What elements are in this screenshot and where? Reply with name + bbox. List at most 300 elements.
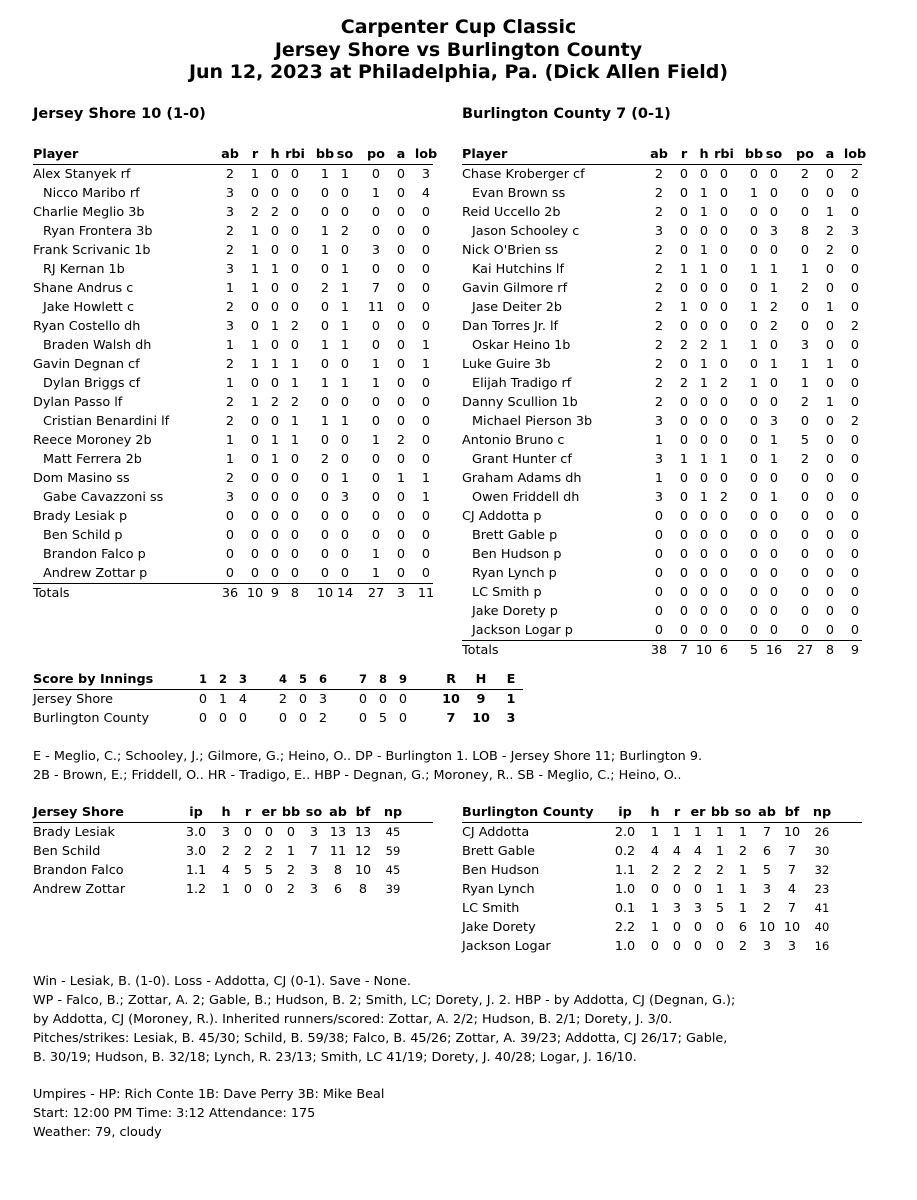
- stat-cell: 5: [800, 433, 810, 448]
- away-pitching-table: [462, 803, 862, 956]
- stat-cell: 0: [421, 243, 431, 258]
- stat-cell: 0: [290, 471, 300, 486]
- stat-cell: 0: [749, 167, 759, 182]
- stat-cell: 2: [286, 863, 296, 878]
- stat-cell: 0: [749, 490, 759, 505]
- player-row: [462, 355, 862, 374]
- stat-cell: 0: [654, 547, 664, 562]
- stat-cell: 0: [699, 414, 709, 429]
- stat-cell: 4: [787, 882, 797, 897]
- stat-cell: 0: [850, 186, 860, 201]
- stat-cell: 0: [719, 414, 729, 429]
- player-name: Reece Moroney 2b: [33, 433, 152, 448]
- linescore-table: [33, 670, 523, 728]
- stat-cell: 0: [250, 490, 260, 505]
- stat-cell: 59: [385, 844, 401, 858]
- stat-cell: 0: [396, 509, 406, 524]
- stat-cell: 32: [814, 863, 830, 877]
- stat-cell: 2: [654, 395, 664, 410]
- stat-cell: 2: [679, 376, 689, 391]
- stat-cell: 8: [800, 224, 810, 239]
- stat-cell: 2: [286, 882, 296, 897]
- player-name: Nicco Maribo rf: [43, 186, 140, 201]
- stat-cell: 0: [719, 224, 729, 239]
- stat-cell: 0: [769, 623, 779, 638]
- stat-cell: 1: [371, 566, 381, 581]
- stat-cell: 0: [699, 623, 709, 638]
- stat-cell: 1: [800, 357, 810, 372]
- stat-cell: 1: [371, 376, 381, 391]
- totals-cell: 36: [221, 586, 239, 601]
- stat-cell: 1: [699, 262, 709, 277]
- stat-cell: 8: [358, 882, 368, 897]
- stat-cell: 3: [225, 262, 235, 277]
- stat-cell: 0: [749, 452, 759, 467]
- stat-cell: 0: [654, 509, 664, 524]
- stat-cell: 7: [371, 281, 381, 296]
- stat-cell: 1: [825, 205, 835, 220]
- stat-cell: 0: [250, 376, 260, 391]
- stat-cell: 1: [290, 433, 300, 448]
- stat-cell: 0: [769, 528, 779, 543]
- stat-cell: 0: [320, 471, 330, 486]
- stat-cell: 0: [825, 281, 835, 296]
- stat-cell: 0: [320, 357, 330, 372]
- stat-cell: 0: [250, 452, 260, 467]
- col-header-h: h: [221, 805, 231, 820]
- stat-cell: 2: [225, 300, 235, 315]
- inning-score: 0: [358, 711, 368, 726]
- stat-cell: 0: [421, 262, 431, 277]
- stat-cell: 0: [699, 547, 709, 562]
- stat-cell: 0: [396, 547, 406, 562]
- stat-cell: 3.0: [185, 844, 207, 859]
- rhe-value: 3: [506, 711, 516, 726]
- stat-cell: 0: [270, 338, 280, 353]
- stat-cell: 0: [421, 395, 431, 410]
- rhe-header: H: [475, 672, 487, 687]
- note-line: Pitches/strikes: Lesiak, B. 45/30; Schild, B. 59/38; Falco, B. 45/26; Zottar, A. 39/23; Addotta, CJ 26/17; Gable,: [33, 1031, 728, 1046]
- stat-cell: 0: [672, 920, 682, 935]
- stat-cell: 0: [850, 357, 860, 372]
- stat-cell: 0: [749, 528, 759, 543]
- player-name: Elijah Tradigo rf: [472, 376, 572, 391]
- stat-cell: 0: [650, 882, 660, 897]
- stat-cell: 2: [654, 243, 664, 258]
- stat-cell: 0: [340, 547, 350, 562]
- stat-cell: 0: [371, 167, 381, 182]
- stat-cell: 0: [290, 224, 300, 239]
- stat-cell: 0: [270, 490, 280, 505]
- col-header-player: Player: [462, 147, 508, 162]
- stat-cell: 2: [719, 376, 729, 391]
- stat-cell: 1: [715, 882, 725, 897]
- stat-cell: 0: [719, 547, 729, 562]
- stat-cell: 1: [340, 300, 350, 315]
- stat-cell: 3: [225, 186, 235, 201]
- title-date-venue: Jun 12, 2023 at Philadelphia, Pa. (Dick Allen Field): [188, 61, 729, 83]
- stat-cell: 0: [679, 186, 689, 201]
- stat-cell: 0: [371, 490, 381, 505]
- stat-cell: 3.0: [185, 825, 207, 840]
- col-header-h: h: [270, 147, 280, 162]
- stat-cell: 10: [758, 920, 776, 935]
- stat-cell: 0: [825, 319, 835, 334]
- stat-cell: 2: [225, 224, 235, 239]
- stat-cell: 0: [290, 262, 300, 277]
- stat-cell: 3: [221, 825, 231, 840]
- stat-cell: 1: [715, 825, 725, 840]
- player-row: [462, 621, 862, 641]
- player-name: Chase Kroberger cf: [462, 167, 585, 182]
- stat-cell: 0: [800, 623, 810, 638]
- stat-cell: 1.1: [614, 863, 636, 878]
- stat-cell: 0: [719, 395, 729, 410]
- stat-cell: 0: [719, 281, 729, 296]
- col-header-ip: ip: [618, 805, 632, 820]
- stat-cell: 5: [715, 901, 725, 916]
- stat-cell: 0: [371, 509, 381, 524]
- col-header-bb: bb: [281, 805, 301, 820]
- stat-cell: 2: [654, 186, 664, 201]
- stat-cell: 3: [421, 167, 431, 182]
- stat-cell: 2: [769, 319, 779, 334]
- stat-cell: 0: [654, 566, 664, 581]
- stat-cell: 0: [679, 319, 689, 334]
- stat-cell: 0: [749, 395, 759, 410]
- player-row: [33, 317, 433, 336]
- stat-cell: 3: [309, 825, 319, 840]
- stat-cell: 0: [769, 547, 779, 562]
- stat-cell: 0: [243, 882, 253, 897]
- rhe-value: 1: [506, 692, 516, 707]
- stat-cell: 1: [699, 376, 709, 391]
- player-name: Charlie Meglio 3b: [33, 205, 145, 220]
- stat-cell: 0: [250, 471, 260, 486]
- stat-cell: 3: [850, 224, 860, 239]
- stat-cell: 0: [800, 414, 810, 429]
- pitcher-row: [462, 842, 862, 861]
- stat-cell: 1: [650, 920, 660, 935]
- stat-cell: 0: [679, 490, 689, 505]
- stat-cell: 2: [825, 224, 835, 239]
- stat-cell: 0: [769, 585, 779, 600]
- stat-cell: 0: [421, 528, 431, 543]
- stat-cell: 1: [270, 262, 280, 277]
- stat-cell: 0: [290, 490, 300, 505]
- stat-cell: 3: [371, 243, 381, 258]
- player-name: LC Smith p: [472, 585, 542, 600]
- inning-score: 0: [398, 711, 408, 726]
- stat-cell: 0: [679, 357, 689, 372]
- stat-cell: 1: [749, 376, 759, 391]
- col-header-rbi: rbi: [285, 147, 305, 162]
- inning-header: 2: [218, 672, 227, 686]
- col-header-ab: ab: [221, 147, 239, 162]
- stat-cell: 0: [654, 528, 664, 543]
- stat-cell: 2: [769, 300, 779, 315]
- stat-cell: 0: [850, 604, 860, 619]
- stat-cell: 0: [654, 585, 664, 600]
- title-event: Carpenter Cup Classic: [340, 16, 577, 38]
- stat-cell: 0: [850, 243, 860, 258]
- stat-cell: 0: [749, 604, 759, 619]
- stat-cell: 0: [825, 414, 835, 429]
- stat-cell: 3: [769, 224, 779, 239]
- stat-cell: 0: [396, 414, 406, 429]
- stat-cell: 0: [800, 319, 810, 334]
- stat-cell: 0: [679, 414, 689, 429]
- player-name: Grant Hunter cf: [472, 452, 572, 467]
- inning-score: 0: [238, 711, 248, 726]
- stat-cell: 0: [371, 338, 381, 353]
- stat-cell: 39: [385, 882, 401, 896]
- stat-cell: 1: [769, 433, 779, 448]
- inning-header: 7: [358, 672, 367, 686]
- player-row: [462, 165, 862, 184]
- totals-label: Totals: [462, 643, 499, 658]
- stat-cell: 0: [270, 566, 280, 581]
- stat-cell: 0: [800, 300, 810, 315]
- stat-cell: 6: [762, 844, 772, 859]
- stat-cell: 0: [396, 452, 406, 467]
- stat-cell: 1: [800, 376, 810, 391]
- stat-cell: 5: [762, 863, 772, 878]
- totals-cell: 8: [825, 643, 835, 658]
- stat-cell: 0: [320, 205, 330, 220]
- stat-cell: 0: [699, 471, 709, 486]
- stat-cell: 45: [385, 825, 401, 839]
- stat-cell: 0: [250, 319, 260, 334]
- stat-cell: 1: [650, 901, 660, 916]
- stat-cell: 0: [715, 920, 725, 935]
- player-name: Brady Lesiak p: [33, 509, 128, 524]
- stat-cell: 3: [340, 490, 350, 505]
- col-header-r: r: [251, 147, 259, 162]
- stat-cell: 2: [396, 433, 406, 448]
- stat-cell: 2: [800, 395, 810, 410]
- stat-cell: 0: [250, 414, 260, 429]
- batting-header-row: [33, 145, 438, 165]
- stat-cell: 0.1: [614, 901, 636, 916]
- stat-cell: 2: [225, 357, 235, 372]
- player-name: Jackson Logar p: [472, 623, 573, 638]
- stat-cell: 5: [264, 863, 274, 878]
- stat-cell: 0: [679, 433, 689, 448]
- player-name: Ben Hudson p: [472, 547, 562, 562]
- inning-header: 5: [298, 672, 307, 686]
- stat-cell: 2: [800, 281, 810, 296]
- stat-cell: 2: [654, 167, 664, 182]
- stat-cell: 0: [250, 433, 260, 448]
- stat-cell: 0: [320, 262, 330, 277]
- linescore-team-row: [33, 709, 523, 728]
- stat-cell: 0: [850, 585, 860, 600]
- stat-cell: 2: [850, 414, 860, 429]
- player-name: Frank Scrivanic 1b: [33, 243, 151, 258]
- inning-score: 4: [238, 692, 248, 707]
- player-name: Andrew Zottar p: [43, 566, 148, 581]
- stat-cell: 0: [421, 414, 431, 429]
- inning-header: 6: [318, 672, 327, 686]
- pitching-header-row: [33, 803, 433, 823]
- stat-cell: 0: [679, 243, 689, 258]
- player-name: Dylan Briggs cf: [43, 376, 141, 391]
- player-row: [33, 507, 433, 526]
- stat-cell: 0: [320, 186, 330, 201]
- player-name: Jase Deiter 2b: [472, 300, 562, 315]
- player-row: [462, 317, 862, 336]
- stat-cell: 0: [850, 490, 860, 505]
- stat-cell: 1: [320, 243, 330, 258]
- stat-cell: 1: [421, 490, 431, 505]
- stat-cell: 2: [340, 224, 350, 239]
- col-header-so: so: [765, 147, 783, 162]
- stat-cell: 0: [421, 319, 431, 334]
- player-row: [462, 564, 862, 583]
- stat-cell: 1: [421, 471, 431, 486]
- stat-cell: 3: [654, 224, 664, 239]
- stat-cell: 0: [699, 319, 709, 334]
- stat-cell: 0: [719, 205, 729, 220]
- pitching-team-name: Jersey Shore: [33, 805, 124, 820]
- player-row: [33, 450, 433, 469]
- col-header-po: po: [367, 147, 385, 162]
- stat-cell: 0: [825, 547, 835, 562]
- stat-cell: 10: [783, 920, 801, 935]
- stat-cell: 0: [769, 471, 779, 486]
- player-name: Dan Torres Jr. lf: [462, 319, 559, 334]
- pitching-team-name: Burlington County: [462, 805, 594, 820]
- stat-cell: 0: [270, 414, 280, 429]
- stat-cell: 0: [749, 509, 759, 524]
- stat-cell: 3: [654, 452, 664, 467]
- stat-cell: 0: [396, 338, 406, 353]
- stat-cell: 1: [270, 452, 280, 467]
- inning-score: 0: [298, 711, 308, 726]
- stat-cell: 0: [250, 528, 260, 543]
- stat-cell: 0: [699, 224, 709, 239]
- stat-cell: 0: [800, 186, 810, 201]
- player-name: Gavin Degnan cf: [33, 357, 140, 372]
- start-time-attendance: Start: 12:00 PM Time: 3:12 Attendance: 175: [33, 1106, 316, 1121]
- col-header-ab: ab: [329, 805, 347, 820]
- stat-cell: 0: [699, 167, 709, 182]
- player-name: Jake Dorety p: [472, 604, 558, 619]
- stat-cell: 0: [699, 566, 709, 581]
- stat-cell: 2: [654, 281, 664, 296]
- stat-cell: 1: [371, 357, 381, 372]
- note-line: 2B - Brown, E.; Friddell, O.. HR - Tradigo, E.. HBP - Degnan, G.; Moroney, R.. SB - Meglio, C.; Heino, O..: [33, 768, 682, 783]
- col-header-a: a: [396, 147, 406, 162]
- stat-cell: 0: [396, 300, 406, 315]
- stat-cell: 0: [679, 623, 689, 638]
- stat-cell: 0: [800, 243, 810, 258]
- player-name: Shane Andrus c: [33, 281, 134, 296]
- player-row: [33, 526, 433, 545]
- player-row: [462, 583, 862, 602]
- stat-cell: 0: [850, 566, 860, 581]
- stat-cell: 10: [354, 863, 372, 878]
- stat-cell: 0: [421, 452, 431, 467]
- pitcher-name: CJ Addotta: [462, 825, 530, 840]
- stat-cell: 0: [421, 509, 431, 524]
- stat-cell: 10: [783, 825, 801, 840]
- stat-cell: 0: [825, 186, 835, 201]
- col-header-po: po: [796, 147, 814, 162]
- col-header-np: np: [383, 805, 403, 820]
- inning-score: 3: [318, 692, 328, 707]
- stat-cell: 16: [814, 939, 830, 953]
- stat-cell: 0: [679, 395, 689, 410]
- stat-cell: 0: [421, 300, 431, 315]
- stat-cell: 1: [270, 433, 280, 448]
- stat-cell: 45: [385, 863, 401, 877]
- stat-cell: 0: [825, 585, 835, 600]
- stat-cell: 0: [769, 338, 779, 353]
- stat-cell: 1: [825, 395, 835, 410]
- stat-cell: 0: [286, 825, 296, 840]
- stat-cell: 0: [719, 167, 729, 182]
- rhe-value: 7: [446, 711, 456, 726]
- col-header-bb: bb: [315, 147, 335, 162]
- player-name: Luke Guire 3b: [462, 357, 551, 372]
- stat-cell: 0: [699, 528, 709, 543]
- col-header-lob: lob: [414, 147, 438, 162]
- player-row: [462, 298, 862, 317]
- stat-cell: 2: [850, 167, 860, 182]
- pitcher-row: [462, 899, 862, 918]
- stat-cell: 0: [396, 243, 406, 258]
- stat-cell: 1: [699, 205, 709, 220]
- stat-cell: 1: [225, 281, 235, 296]
- player-name: Ben Schild p: [43, 528, 123, 543]
- player-row: [462, 507, 862, 526]
- stat-cell: 0: [650, 939, 660, 954]
- stat-cell: 0: [749, 205, 759, 220]
- stat-cell: 0: [850, 281, 860, 296]
- note-line: by Addotta, CJ (Moroney, R.). Inherited runners/scored: Zottar, A. 2/2; Hudson, B. 2/1; Dorety, J. 3/0.: [33, 1012, 673, 1027]
- player-row: [33, 469, 433, 488]
- stat-cell: 0: [396, 186, 406, 201]
- pitcher-name: Ben Hudson: [462, 863, 540, 878]
- pitcher-row: [462, 937, 862, 956]
- stat-cell: 1: [769, 281, 779, 296]
- stat-cell: 0: [250, 509, 260, 524]
- stat-cell: 2: [264, 844, 274, 859]
- totals-row: [462, 641, 862, 660]
- stat-cell: 0: [396, 281, 406, 296]
- linescore-team-name: Burlington County: [33, 711, 150, 726]
- stat-cell: 1: [396, 471, 406, 486]
- col-header-ip: ip: [189, 805, 203, 820]
- linescore-header-row: [33, 670, 523, 690]
- stat-cell: 0: [320, 433, 330, 448]
- player-name: Ryan Frontera 3b: [43, 224, 153, 239]
- stat-cell: 11: [367, 300, 385, 315]
- stat-cell: 0: [749, 585, 759, 600]
- stat-cell: 0: [320, 490, 330, 505]
- stat-cell: 2.2: [614, 920, 636, 935]
- stat-cell: 1: [250, 357, 260, 372]
- stat-cell: 2: [800, 167, 810, 182]
- player-row: [462, 412, 862, 431]
- stat-cell: 0: [290, 300, 300, 315]
- player-row: [33, 241, 433, 260]
- stat-cell: 1: [421, 338, 431, 353]
- stat-cell: 0: [719, 623, 729, 638]
- stat-cell: 41: [814, 901, 830, 915]
